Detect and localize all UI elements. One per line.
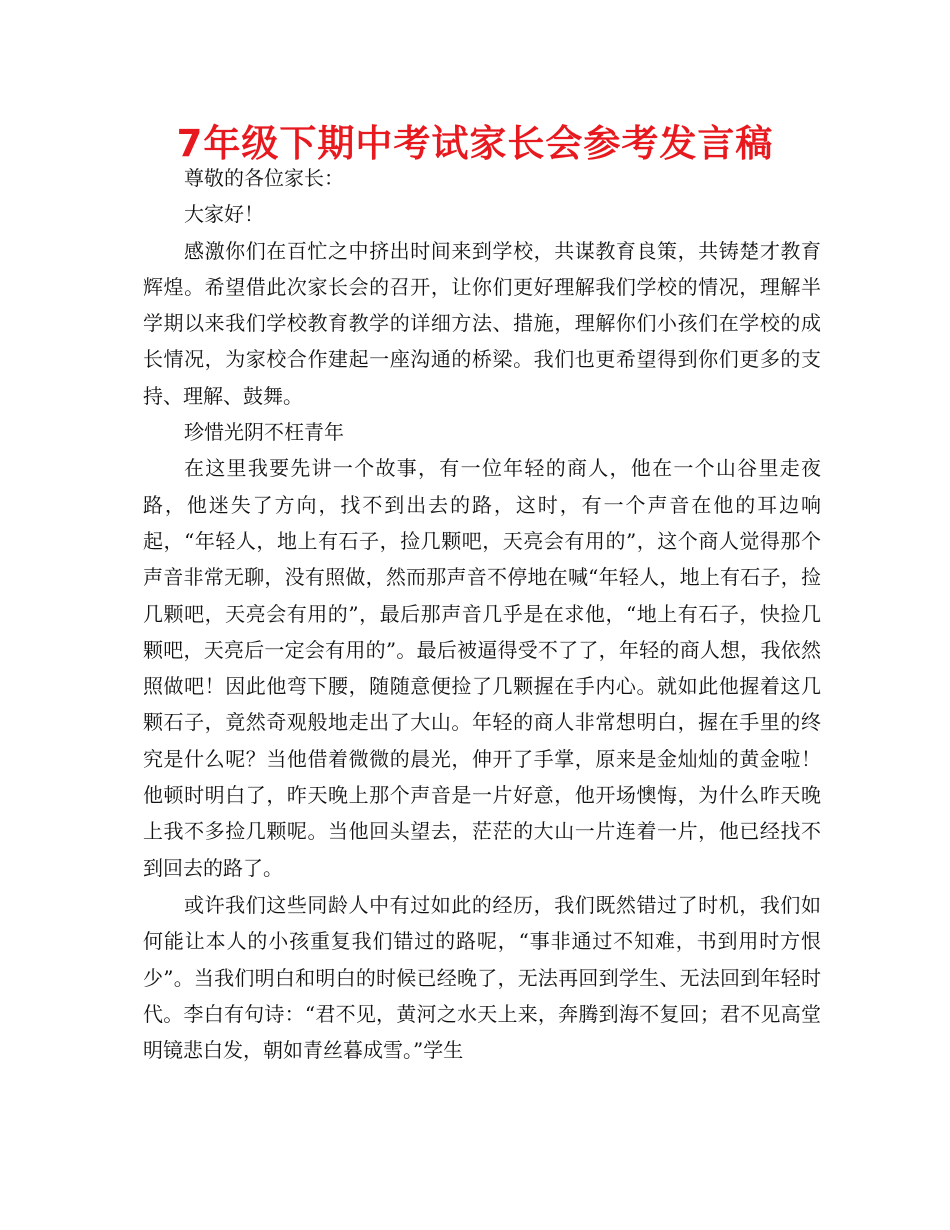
document-title: 7年级下期中考试家长会参考发言稿 <box>176 122 774 165</box>
greeting: 大家好！ <box>184 202 264 227</box>
salutation: 尊敬的各位家长： <box>184 166 344 190</box>
section-heading: 珍惜光阴不枉青年 <box>184 420 344 445</box>
paragraph-reflection: 或许我们这些同龄人中有过如此的经历，我们既然错过了时机，我们如何能让本人的小孩重复我们错过的路呢，“事非通过不知难，书到用时方恨少”。当我们明白和明白的时候已经晚了，无法再回到学生、无法回到年轻时代。李白有句诗：“君不见，黄河之水天上来，奔腾到海不复回；君不见高堂明镜悲白发，朝如青丝暮成雪。”学生 <box>143 892 821 1063</box>
document-body <box>143 160 821 1068</box>
paragraph-thanks: 感激你们在百忙之中挤出时间来到学校，共谋教育良策，共铸楚才教育辉煌。希望借此次家长会的召开，让你们更好理解我们学校的情况，理解半学期以来我们学校教育教学的详细方法、措施，理解你们小孩们在学校的成长情况，为家校合作建起一座沟通的桥梁。我们也更希望得到你们更多的支持、理解、鼓舞。 <box>143 238 821 408</box>
paragraph-story: 在这里我要先讲一个故事，有一位年轻的商人，他在一个山谷里走夜路，他迷失了方向，找不到出去的路，这时，有一个声音在他的耳边响起，“年轻人，地上有石子，捡几颗吧，天亮会有用的”，这个商人觉得那个声音非常无聊，没有照做，然而那声音不停地在喊“年轻人，地上有石子，捡几颗吧，天亮会有用的”，最后那声音几乎是在求他，“地上有石子，快捡几颗吧，天亮后一定会有用的”。最后被逼得受不了了，年轻的商人想，我依然照做吧！因此他弯下腰，随随意便捡了几颗握在手内心。就如此他握着这几颗石子，竟然奇观般地走出了大山。年轻的商人非常想明白，握在手里的终究是什么呢？当他借着微微的晨光，伸开了手掌，原来是金灿灿的黄金啦！他顿时明白了，昨天晚上那个声音是一片好意，他开场懊悔，为什么昨天晚上我不多捡几颗呢。当他回头望去，茫茫的大山一片连着一片，他已经找不到回去的路了。 <box>143 456 821 880</box>
